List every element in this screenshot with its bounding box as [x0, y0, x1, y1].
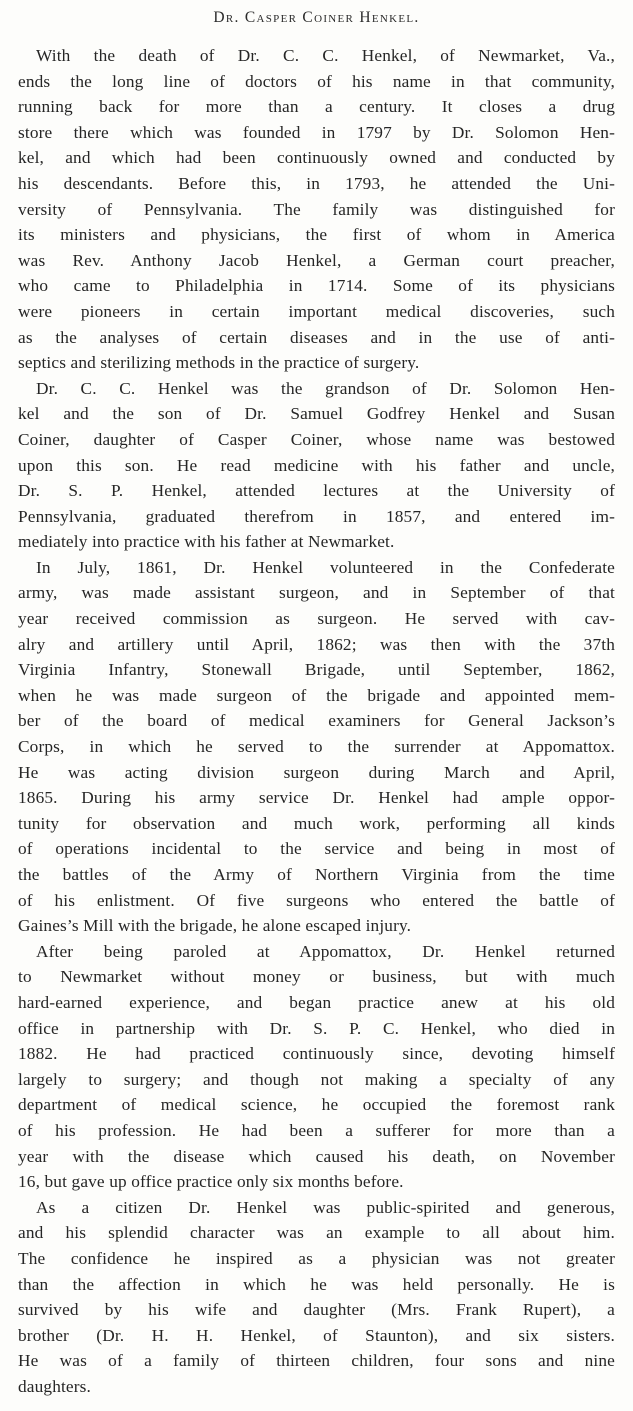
text-line: Dr. C. C. Henkel was the grandson of Dr. Solomon Hen-: [36, 378, 615, 398]
text-line: of his profession. He had been a sufferer for more than a: [18, 1120, 615, 1140]
text-line: store there which was founded in 1797 by Dr. Solomon Hen-: [18, 122, 615, 142]
text-line: and his splendid character was an example to all about him.: [18, 1223, 615, 1243]
text-line: alry and artillery until April, 1862; was then with the 37th: [18, 634, 615, 654]
text-line: daughters.: [18, 1376, 92, 1396]
text-line: office in partnership with Dr. S. P. C. Henkel, who died in: [18, 1018, 615, 1038]
text-line: Gaines’s Mill with the brigade, he alone escaped injury.: [18, 916, 412, 936]
text-line: Corps, in which he served to the surrender at Appomattox.: [18, 737, 615, 757]
text-line: who came to Philadelphia in 1714. Some of its physicians: [18, 276, 615, 296]
article-body: [18, 43, 615, 1399]
text-line: 16, but gave up office practice only six months before.: [18, 1172, 404, 1192]
text-line: the battles of the Army of Northern Virginia from the time: [18, 865, 615, 884]
paragraph: [18, 1195, 615, 1400]
text-line: As a citizen Dr. Henkel was public-spirited and generous,: [36, 1197, 615, 1217]
text-line: kel and the son of Dr. Samuel Godfrey Henkel and Susan: [18, 404, 615, 424]
text-line: were pioneers in certain important medical discoveries, such: [18, 301, 615, 321]
text-line: of his enlistment. Of five surgeons who entered the battle of: [18, 890, 615, 910]
text-line: its ministers and physicians, the first of whom in America: [18, 225, 615, 245]
text-line: The confidence he inspired as a physician was not greater: [18, 1248, 615, 1268]
text-line: tunity for observation and much work, performing all kinds: [18, 813, 615, 833]
text-line: than the affection in which he was held personally. He is: [18, 1274, 615, 1294]
text-line: He was of a family of thirteen children, four sons and nine: [18, 1351, 615, 1371]
text-line: upon this son. He read medicine with his father and uncle,: [18, 455, 615, 475]
text-line: After being paroled at Appomattox, Dr. Henkel returned: [36, 941, 615, 961]
text-line: when he was made surgeon of the brigade and appointed mem-: [18, 685, 615, 705]
text-line: largely to surgery; and though not making a specialty of any: [18, 1069, 615, 1089]
text-line: to Newmarket without money or business, but with much: [18, 967, 615, 987]
text-line: Virginia Infantry, Stonewall Brigade, until September, 1862,: [18, 660, 615, 680]
text-line: septics and sterilizing methods in the practice of surgery.: [18, 353, 420, 373]
text-line: mediately into practice with his father at Newmarket.: [18, 532, 395, 552]
text-line: army, was made assistant surgeon, and in September of that: [18, 583, 615, 603]
text-line: survived by his wife and daughter (Mrs. Frank Rupert), a: [18, 1300, 615, 1320]
text-line: his descendants. Before this, in 1793, he attended the Uni-: [18, 173, 615, 193]
text-line: Pennsylvania, graduated therefrom in 1857, and entered im-: [18, 506, 615, 526]
text-line: With the death of Dr. C. C. Henkel, of Newmarket, Va.,: [36, 46, 615, 65]
text-line: year with the disease which caused his death, on November: [18, 1146, 615, 1166]
text-line: 1882. He had practiced continuously since, devoting himself: [18, 1044, 615, 1064]
text-line: ber of the board of medical examiners for General Jackson’s: [18, 711, 615, 731]
text-line: kel, and which had been continuously owned and conducted by: [18, 148, 615, 168]
text-line: Coiner, daughter of Casper Coiner, whose name was bestowed: [18, 429, 615, 449]
text-line: hard-earned experience, and began practice anew at his old: [18, 992, 615, 1012]
text-line: year received commission as surgeon. He served with cav-: [18, 609, 615, 629]
text-line: Dr. S. P. Henkel, attended lectures at the University of: [18, 481, 615, 501]
text-line: department of medical science, he occupied the foremost rank: [18, 1095, 615, 1115]
text-line: as the analyses of certain diseases and in the use of anti-: [18, 327, 615, 347]
paragraph: [18, 555, 615, 939]
paragraph: [18, 376, 615, 555]
text-line: brother (Dr. H. H. Henkel, of Staunton), and six sisters.: [18, 1325, 615, 1345]
text-line: ends the long line of doctors of his name in that community,: [18, 71, 615, 91]
article-title: Dr. Casper Coiner Henkel.: [213, 9, 420, 26]
text-line: of operations incidental to the service and being in most of: [18, 839, 615, 859]
text-line: He was acting division surgeon during March and April,: [18, 762, 615, 782]
text-line: running back for more than a century. It closes a drug: [18, 97, 615, 117]
paragraph: [18, 939, 615, 1195]
text-line: versity of Pennsylvania. The family was distinguished for: [18, 199, 615, 219]
text-line: was Rev. Anthony Jacob Henkel, a German court preacher,: [18, 250, 615, 270]
text-line: In July, 1861, Dr. Henkel volunteered in the Confederate: [36, 557, 615, 577]
paragraph: [18, 43, 615, 376]
text-line: 1865. During his army service Dr. Henkel had ample oppor-: [18, 788, 615, 808]
